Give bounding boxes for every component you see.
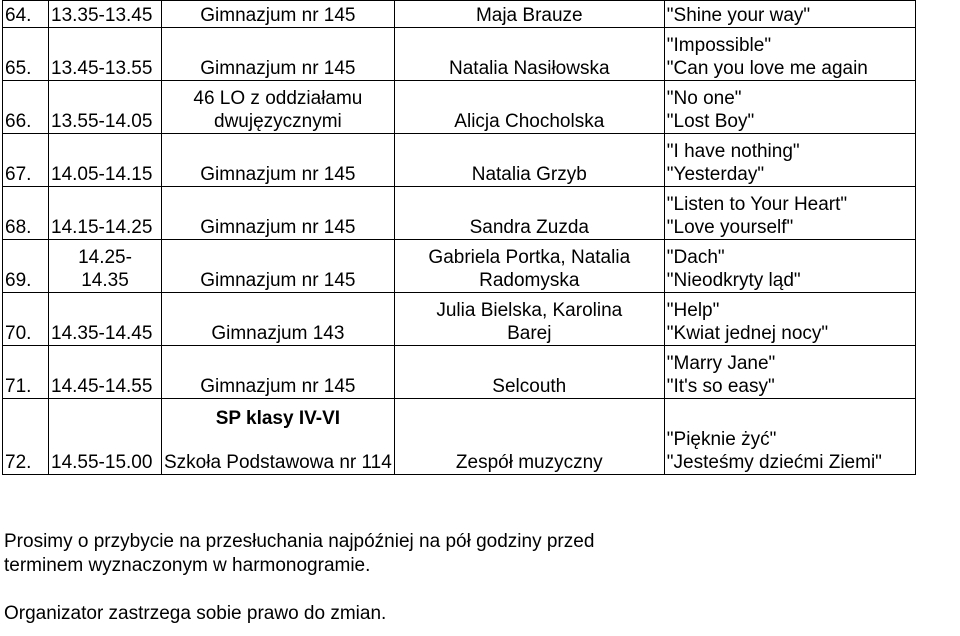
arrival-note: Prosimy o przybycie na przesłuchania najpóźniej na pół godziny przed terminem wyznaczonym w harmonogramie. (4, 531, 595, 576)
table-row (3, 134, 916, 187)
row-number: 65. (3, 28, 49, 81)
song-titles: "Impossible" "Can you love me again (664, 28, 915, 81)
schedule-table (2, 0, 916, 475)
performer-name: Natalia Grzyb (394, 134, 664, 187)
school-name: SP klasy IV-VI Szkoła Podstawowa nr 114 (162, 399, 395, 475)
row-number: 69. (3, 240, 49, 293)
school-name: Gimnazjum nr 145 (162, 28, 395, 81)
school-name: Gimnazjum nr 145 (162, 187, 395, 240)
school-name: 46 LO z oddziałamu dwujęzycznymi (162, 81, 395, 134)
performer-name: Sandra Zuzda (394, 187, 664, 240)
school-name: Gimnazjum nr 145 (162, 1, 395, 28)
time-slot: 13.55-14.05 (49, 81, 162, 134)
row-number: 68. (3, 187, 49, 240)
table-row (3, 28, 916, 81)
time-slot: 13.35-13.45 (49, 1, 162, 28)
song-titles: "Pięknie żyć" "Jesteśmy dziećmi Ziemi" (664, 399, 915, 475)
table-row (3, 346, 916, 399)
time-slot: 14.05-14.15 (49, 134, 162, 187)
notes-section (4, 530, 594, 626)
row-number: 67. (3, 134, 49, 187)
song-titles: "Help" "Kwiat jednej nocy" (664, 293, 915, 346)
performer-name: Natalia Nasiłowska (394, 28, 664, 81)
row-number: 64. (3, 1, 49, 28)
song-titles: "Dach" "Nieodkryty ląd" (664, 240, 915, 293)
time-slot: 14.15-14.25 (49, 187, 162, 240)
performer-name: Alicja Chocholska (394, 81, 664, 134)
song-titles: "I have nothing" "Yesterday" (664, 134, 915, 187)
time-slot: 13.45-13.55 (49, 28, 162, 81)
song-titles: "Marry Jane" "It's so easy" (664, 346, 915, 399)
table-row (3, 240, 916, 293)
performer-name: Maja Brauze (394, 1, 664, 28)
table-row (3, 81, 916, 134)
row-number: 72. (3, 399, 49, 475)
row-number: 71. (3, 346, 49, 399)
time-slot: 14.35-14.45 (49, 293, 162, 346)
song-titles: "Listen to Your Heart" "Love yourself" (664, 187, 915, 240)
time-slot: 14.45-14.55 (49, 346, 162, 399)
school-name: Gimnazjum nr 145 (162, 346, 395, 399)
time-slot: 14.55-15.00 (49, 399, 162, 475)
row-number: 66. (3, 81, 49, 134)
table-row (3, 187, 916, 240)
table-row (3, 293, 916, 346)
changes-note: Organizator zastrzega sobie prawo do zmian. (4, 603, 387, 624)
table-row (3, 399, 916, 475)
performer-name: Julia Bielska, Karolina Barej (394, 293, 664, 346)
school-name: Gimnazjum nr 145 (162, 240, 395, 293)
school-name: Gimnazjum nr 145 (162, 134, 395, 187)
performer-name: Selcouth (394, 346, 664, 399)
performer-name: Gabriela Portka, Natalia Radomyska (394, 240, 664, 293)
song-titles: "No one" "Lost Boy" (664, 81, 915, 134)
time-slot: 14.25- 14.35 (49, 240, 162, 293)
song-titles: "Shine your way" (664, 1, 915, 28)
school-name: Gimnazjum 143 (162, 293, 395, 346)
performer-name: Zespół muzyczny (394, 399, 664, 475)
row-number: 70. (3, 293, 49, 346)
table-row (3, 1, 916, 28)
school-category-heading: SP klasy IV-VI (215, 408, 341, 429)
